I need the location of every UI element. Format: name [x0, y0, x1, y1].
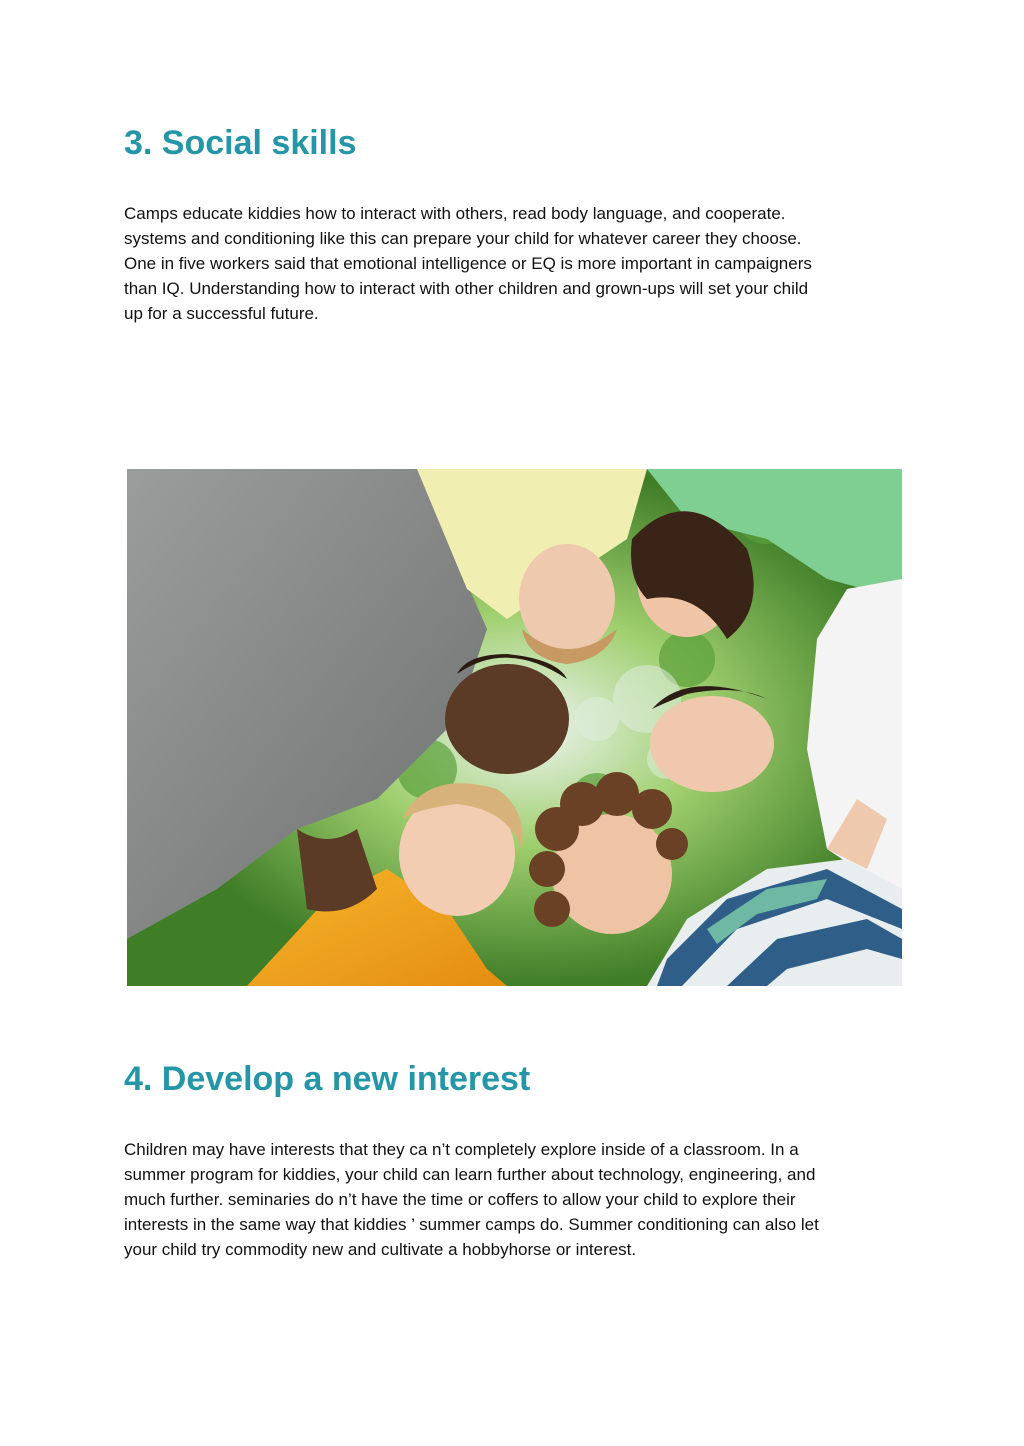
paragraph-line: than IQ. Understanding how to interact with other children and grown-ups will set your child	[124, 279, 809, 298]
paragraph-line: up for a successful future.	[124, 304, 319, 323]
section-4-paragraph	[124, 1137, 914, 1262]
section-3-heading: 3. Social skills	[124, 124, 357, 162]
section-4-heading: 4. Develop a new interest	[124, 1060, 531, 1098]
paragraph-line: interests in the same way that kiddies ’ summer camps do. Summer conditioning can also let	[124, 1215, 819, 1234]
children-circle-photo	[127, 469, 902, 986]
paragraph-line: much further. seminaries do n’t have the time or coffers to allow your child to explore their	[124, 1190, 796, 1209]
paragraph-line: systems and conditioning like this can prepare your child for whatever career they choose.	[124, 229, 802, 248]
paragraph-line: summer program for kiddies, your child can learn further about technology, engineering, and	[124, 1165, 816, 1184]
section-3-paragraph	[124, 201, 914, 326]
paragraph-line: Children may have interests that they ca n’t completely explore inside of a classroom. In a	[124, 1140, 799, 1159]
paragraph-line: your child try commodity new and cultivate a hobbyhorse or interest.	[124, 1240, 637, 1259]
paragraph-line: One in five workers said that emotional intelligence or EQ is more important in campaigners	[124, 254, 812, 273]
paragraph-line: Camps educate kiddies how to interact with others, read body language, and cooperate.	[124, 204, 786, 223]
